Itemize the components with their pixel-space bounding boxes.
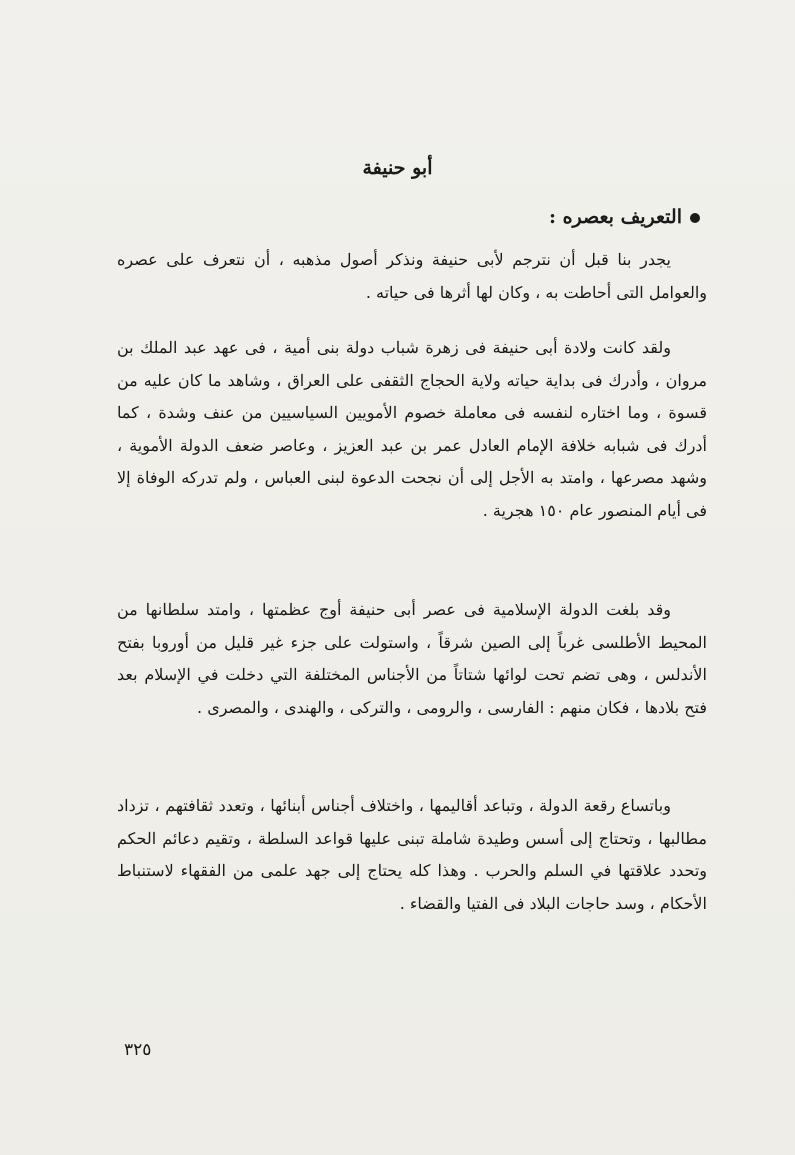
- bullet-icon: [690, 213, 700, 223]
- page-title: أبو حنيفة: [362, 157, 433, 179]
- paragraph-text: وباتساع رقعة الدولة ، وتباعد أقاليمها ، واختلاف أجناس أبنائها ، وتعدد ثقافتهم ، تزداد مطالبها ، وتحتاج إلى أسس وطيدة شاملة تبنى عليها قواعد السلطة ، وتقيم دعائم الحكم وتحدد علاقتها في السلم والحرب . وهذا كله يحتاج إلى جهد علمى من الفقهاء لاستنباط الأحكام ، وسد حاجات البلاد فى الفتيا والقضاء .: [117, 796, 707, 913]
- section-heading: [549, 197, 700, 237]
- page-number: ٣٢٥: [124, 1040, 152, 1060]
- section-heading-text: التعريف بعصره :: [548, 206, 682, 228]
- paragraph-1: [117, 244, 707, 309]
- paragraph-3: [117, 594, 707, 724]
- paragraph-text: ولقد كانت ولادة أبى حنيفة فى زهرة شباب دولة بنى أمية ، فى عهد عبد الملك بن مروان ، وأدرك فى بداية حياته ولاية الحجاج الثقفى على العراق ، وشاهد ما كان عليه من قسوة ، وما اختاره لنفسه فى معاملة خصوم الأمويين السياسيين من عنف وشدة ، كما أدرك فى شبابه خلافة الإمام العادل عمر بن عبد العزيز ، وعاصر ضعف الدولة الأموية ، وشهد مصرعها ، وامتد به الأجل إلى أن نجحت الدعوة لبنى العباس ، ولم تدركه الوفاة إلا فى أيام المنصور عام ١٥٠ هجرية .: [117, 338, 707, 520]
- paragraph-text: يجدر بنا قبل أن نترجم لأبى حنيفة ونذكر أصول مذهبه ، أن نتعرف على عصره والعوامل التى أحاطت به ، وكان لها أثرها فى حياته .: [117, 250, 707, 302]
- paragraph-text: وقد بلغت الدولة الإسلامية فى عصر أبى حنيفة أوج عظمتها ، وامتد سلطانها من المحيط الأطلسى غرباً إلى الصين شرقاً ، واستولت على جزء غير قليل من أوروبا بفتح الأندلس ، وهى تضم تحت لوائها شتاتاً من الأجناس المختلفة التي دخلت في الإسلام بعد فتح بلادها ، فكان منهم : الفارسى ، والرومى ، والتركى ، والهندى ، والمصرى .: [117, 600, 707, 717]
- paragraph-4: [117, 790, 707, 920]
- paragraph-2: [117, 332, 707, 527]
